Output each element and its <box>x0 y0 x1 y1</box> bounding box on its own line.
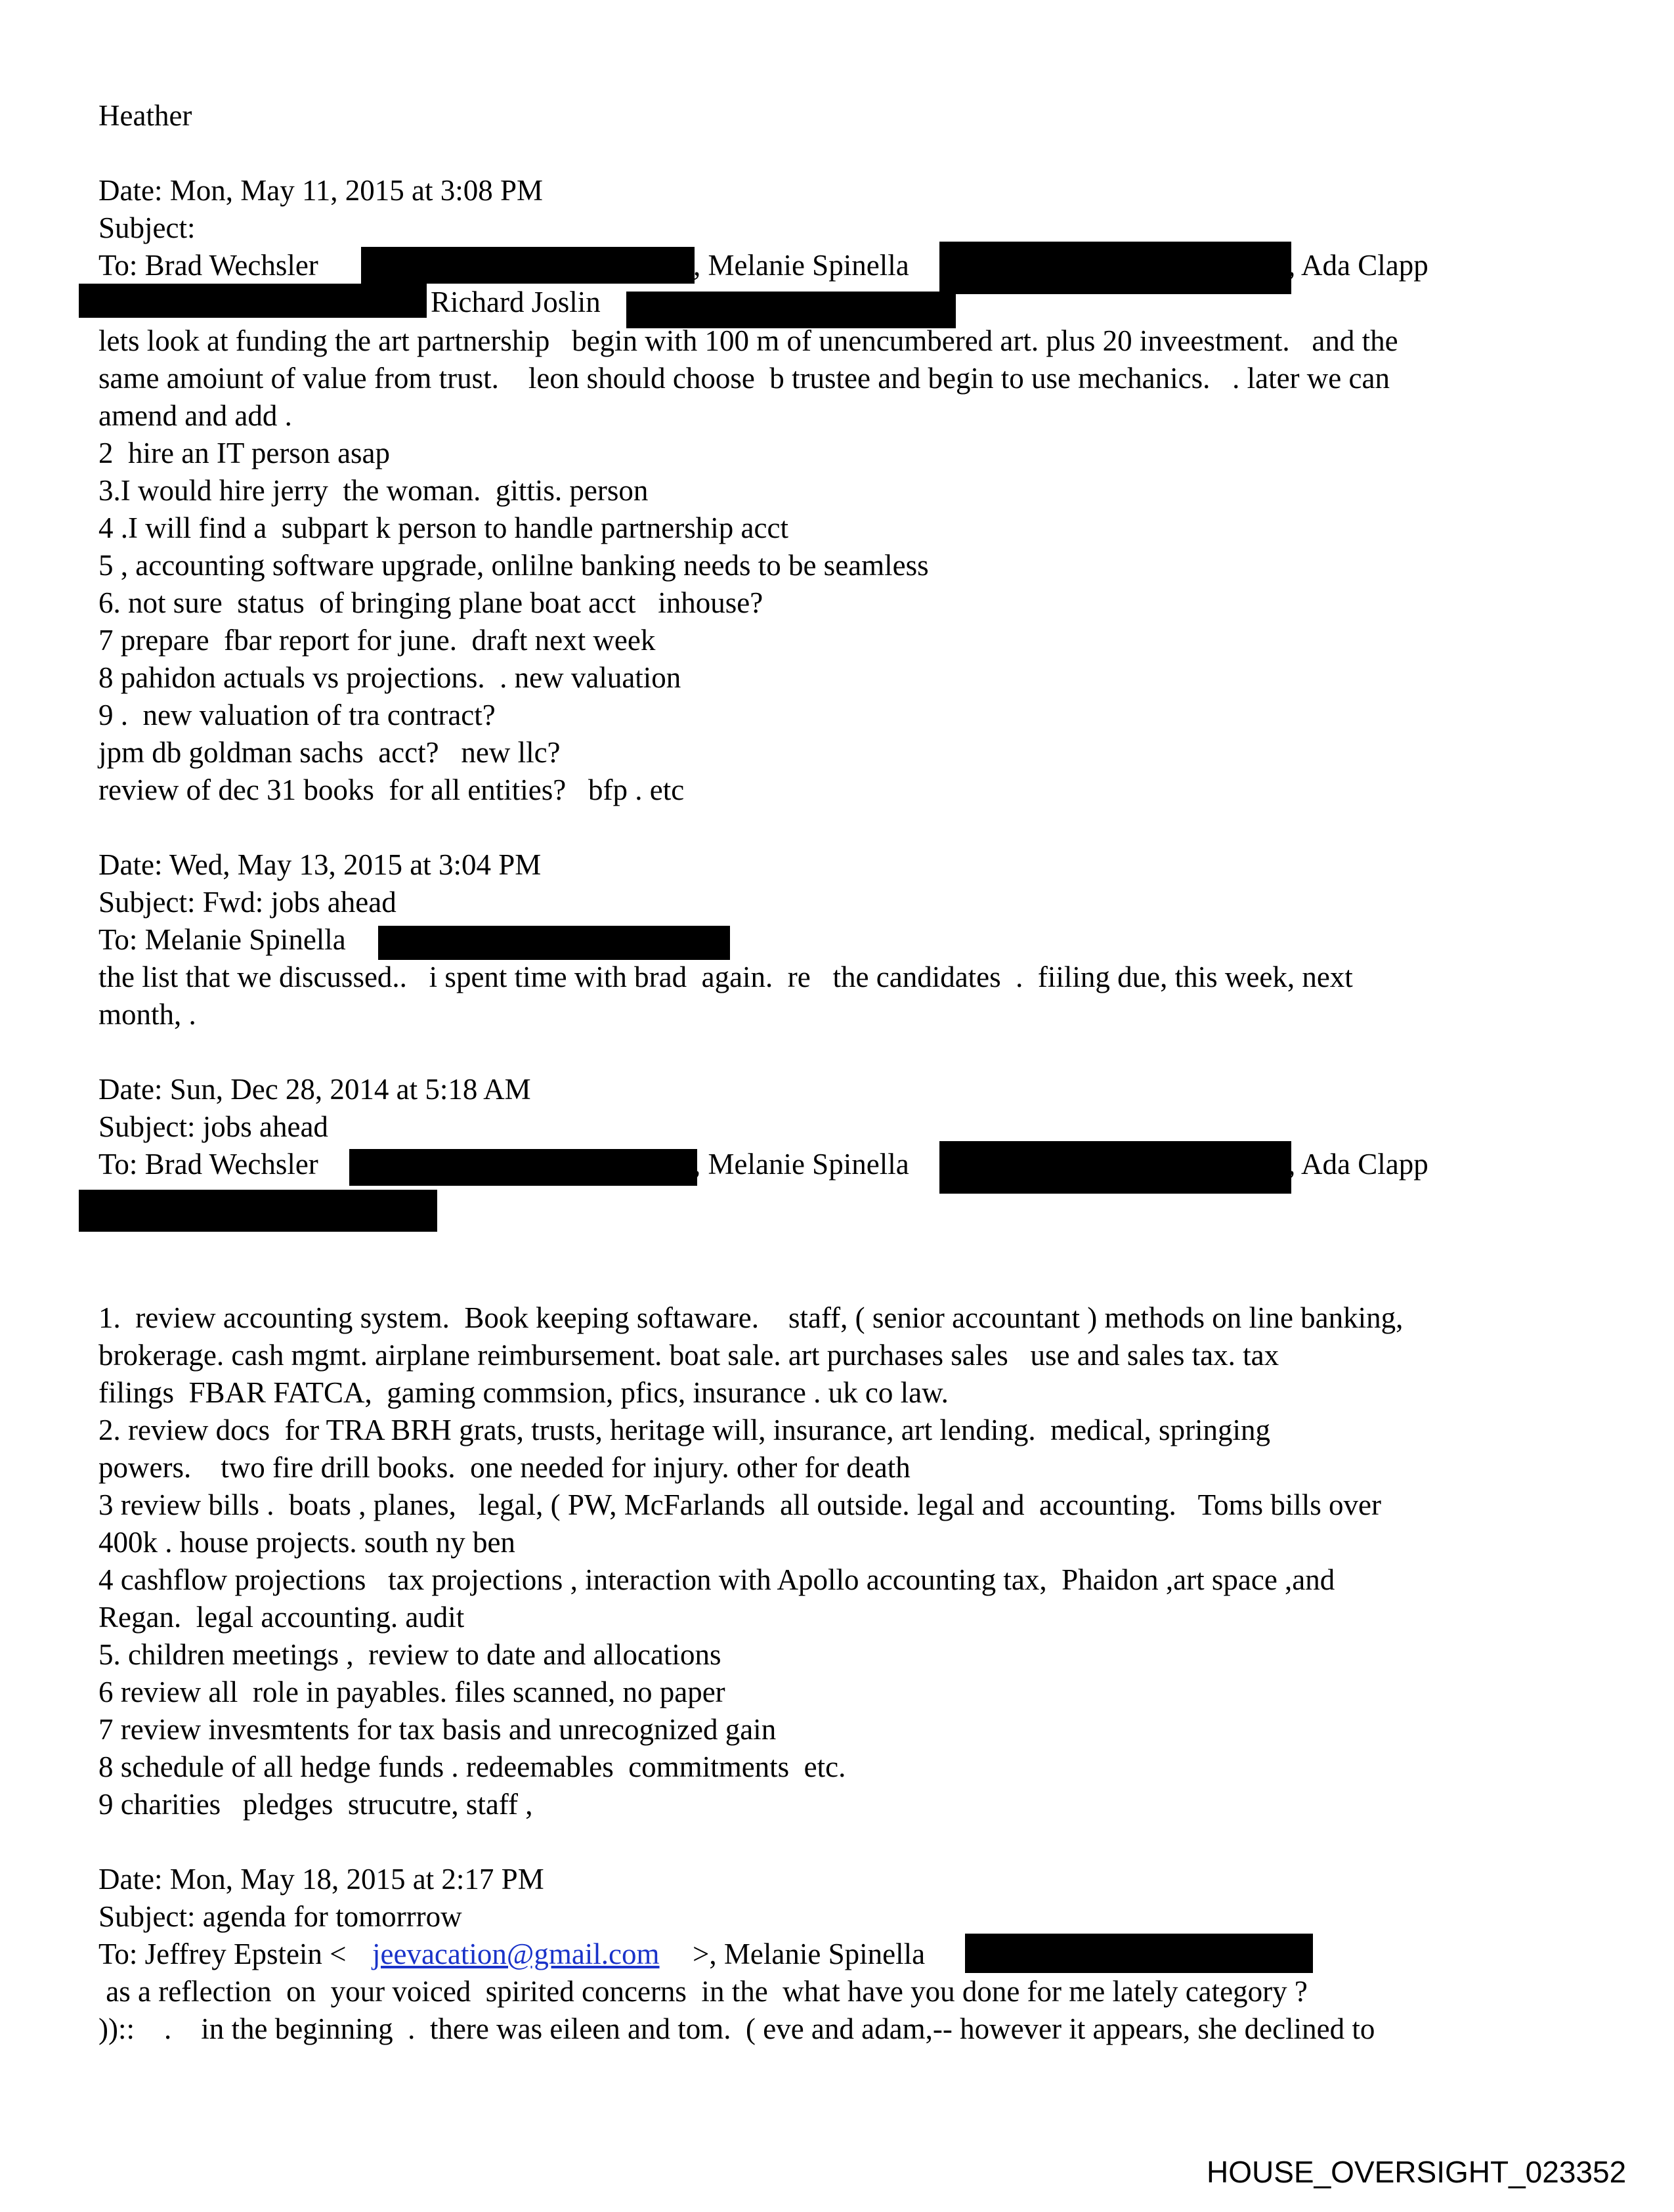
email-1-body-line: amend and add . <box>98 399 292 432</box>
email-1-subject: Subject: <box>98 211 196 244</box>
email-1-body-line: 9 . new valuation of tra contract? <box>98 699 496 731</box>
email-3-to-recipient-2: , Melanie Spinella <box>693 1148 909 1181</box>
email-1-body-line: same amoiunt of value from trust. leon should choose b trustee and begin to use mechanics. . later we can <box>98 362 1390 395</box>
email-link[interactable]: jeevacation@gmail.com <box>372 1938 660 1970</box>
email-2-subject: Subject: Fwd: jobs ahead <box>98 886 397 919</box>
header-name: Heather <box>98 99 192 132</box>
email-1-body-line: 4 .I will find a subpart k person to handle partnership acct <box>98 511 788 544</box>
email-1-body-line: 5 , accounting software upgrade, onlilne banking needs to be seamless <box>98 549 929 582</box>
email-1-body-line: lets look at funding the art partnership begin with 100 m of unencumbered art. plus 20 inveestment. and the <box>98 324 1398 357</box>
redaction-box <box>939 1141 1291 1194</box>
email-2-body-line: month, . <box>98 998 196 1031</box>
email-3-body-line: 2. review docs for TRA BRH grats, trusts, heritage will, insurance, art lending. medical, springing <box>98 1414 1271 1446</box>
email-1-body-line: 7 prepare fbar report for june. draft next week <box>98 624 656 657</box>
email-1-body-line: 6. not sure status of bringing plane boat acct inhouse? <box>98 586 763 619</box>
redaction-box <box>361 247 695 284</box>
redaction-box <box>79 284 427 318</box>
email-3-body-line: 4 cashflow projections tax projections , interaction with Apollo accounting tax, Phaidon ,art space ,and <box>98 1563 1335 1596</box>
email-4-body-line: )):: . in the beginning . there was eileen and tom. ( eve and adam,-- however it appears, she declined to <box>98 2012 1375 2045</box>
email-4-date: Date: Mon, May 18, 2015 at 2:17 PM <box>98 1863 544 1896</box>
email-3-body-line: 9 charities pledges strucutre, staff , <box>98 1788 533 1821</box>
redaction-box <box>349 1149 697 1186</box>
email-1-to-recipient-3: , Ada Clapp <box>1288 249 1428 282</box>
email-3-body-line: 1. review accounting system. Book keeping softaware. staff, ( senior accountant ) methods on line banking, <box>98 1301 1404 1334</box>
email-4-subject: Subject: agenda for tomorrrow <box>98 1900 462 1933</box>
redaction-box <box>965 1934 1313 1973</box>
email-3-subject: Subject: jobs ahead <box>98 1110 328 1143</box>
redaction-box <box>79 1190 437 1232</box>
email-3-body-line: 7 review invesmtents for tax basis and unrecognized gain <box>98 1713 777 1746</box>
email-2-date: Date: Wed, May 13, 2015 at 3:04 PM <box>98 848 542 881</box>
email-3-body-line: 400k . house projects. south ny ben <box>98 1526 515 1559</box>
email-3-body-line: 3 review bills . boats , planes, legal, ( PW, McFarlands all outside. legal and accounting. Toms bills over <box>98 1488 1382 1521</box>
email-4-body-line: as a reflection on your voiced spirited concerns in the what have you done for me lately category ? <box>98 1975 1308 2008</box>
email-3-body-line: 5. children meetings , review to date and allocations <box>98 1638 721 1671</box>
email-1-body-line: 8 pahidon actuals vs projections. . new valuation <box>98 661 681 694</box>
redaction-box <box>378 926 730 960</box>
email-2-body-line: the list that we discussed.. i spent time with brad again. re the candidates . fiiling due, this week, next <box>98 961 1353 993</box>
email-4-to-prefix: To: Jeffrey Epstein < <box>98 1938 347 1970</box>
email-1-body-line: 3.I would hire jerry the woman. gittis. person <box>98 474 649 507</box>
email-1-body-line: review of dec 31 books for all entities? bfp . etc <box>98 773 685 806</box>
email-3-body-line: 8 schedule of all hedge funds . redeemables commitments etc. <box>98 1750 846 1783</box>
email-3-date: Date: Sun, Dec 28, 2014 at 5:18 AM <box>98 1073 531 1106</box>
email-3-to-recipient-3: , Ada Clapp <box>1288 1148 1428 1181</box>
redaction-box <box>939 242 1291 294</box>
email-4-to-after-email: >, Melanie Spinella <box>693 1938 933 1970</box>
email-3-body-line: powers. two fire drill books. one needed for injury. other for death <box>98 1451 911 1484</box>
email-1-to-recipient-2: , Melanie Spinella <box>693 249 909 282</box>
email-3-body-line: Regan. legal accounting. audit <box>98 1601 465 1634</box>
email-1-date: Date: Mon, May 11, 2015 at 3:08 PM <box>98 174 544 207</box>
email-3-to-prefix: To: Brad Wechsler <box>98 1148 318 1181</box>
email-1-body-line: jpm db goldman sachs acct? new llc? <box>98 736 561 769</box>
email-1-to-recipient-4: Richard Joslin <box>431 286 601 318</box>
email-3-body-line: brokerage. cash mgmt. airplane reimbursement. boat sale. art purchases sales use and sales tax. tax <box>98 1339 1279 1372</box>
email-3-body-line: filings FBAR FATCA, gaming commsion, pfics, insurance . uk co law. <box>98 1376 949 1409</box>
email-1-body-line: 2 hire an IT person asap <box>98 437 391 469</box>
email-2-to-prefix: To: Melanie Spinella <box>98 923 354 956</box>
email-3-body-line: 6 review all role in payables. files scanned, no paper <box>98 1676 725 1708</box>
bates-number: HOUSE_OVERSIGHT_023352 <box>1207 2155 1627 2189</box>
email-1-to-prefix: To: Brad Wechsler <box>98 249 326 282</box>
